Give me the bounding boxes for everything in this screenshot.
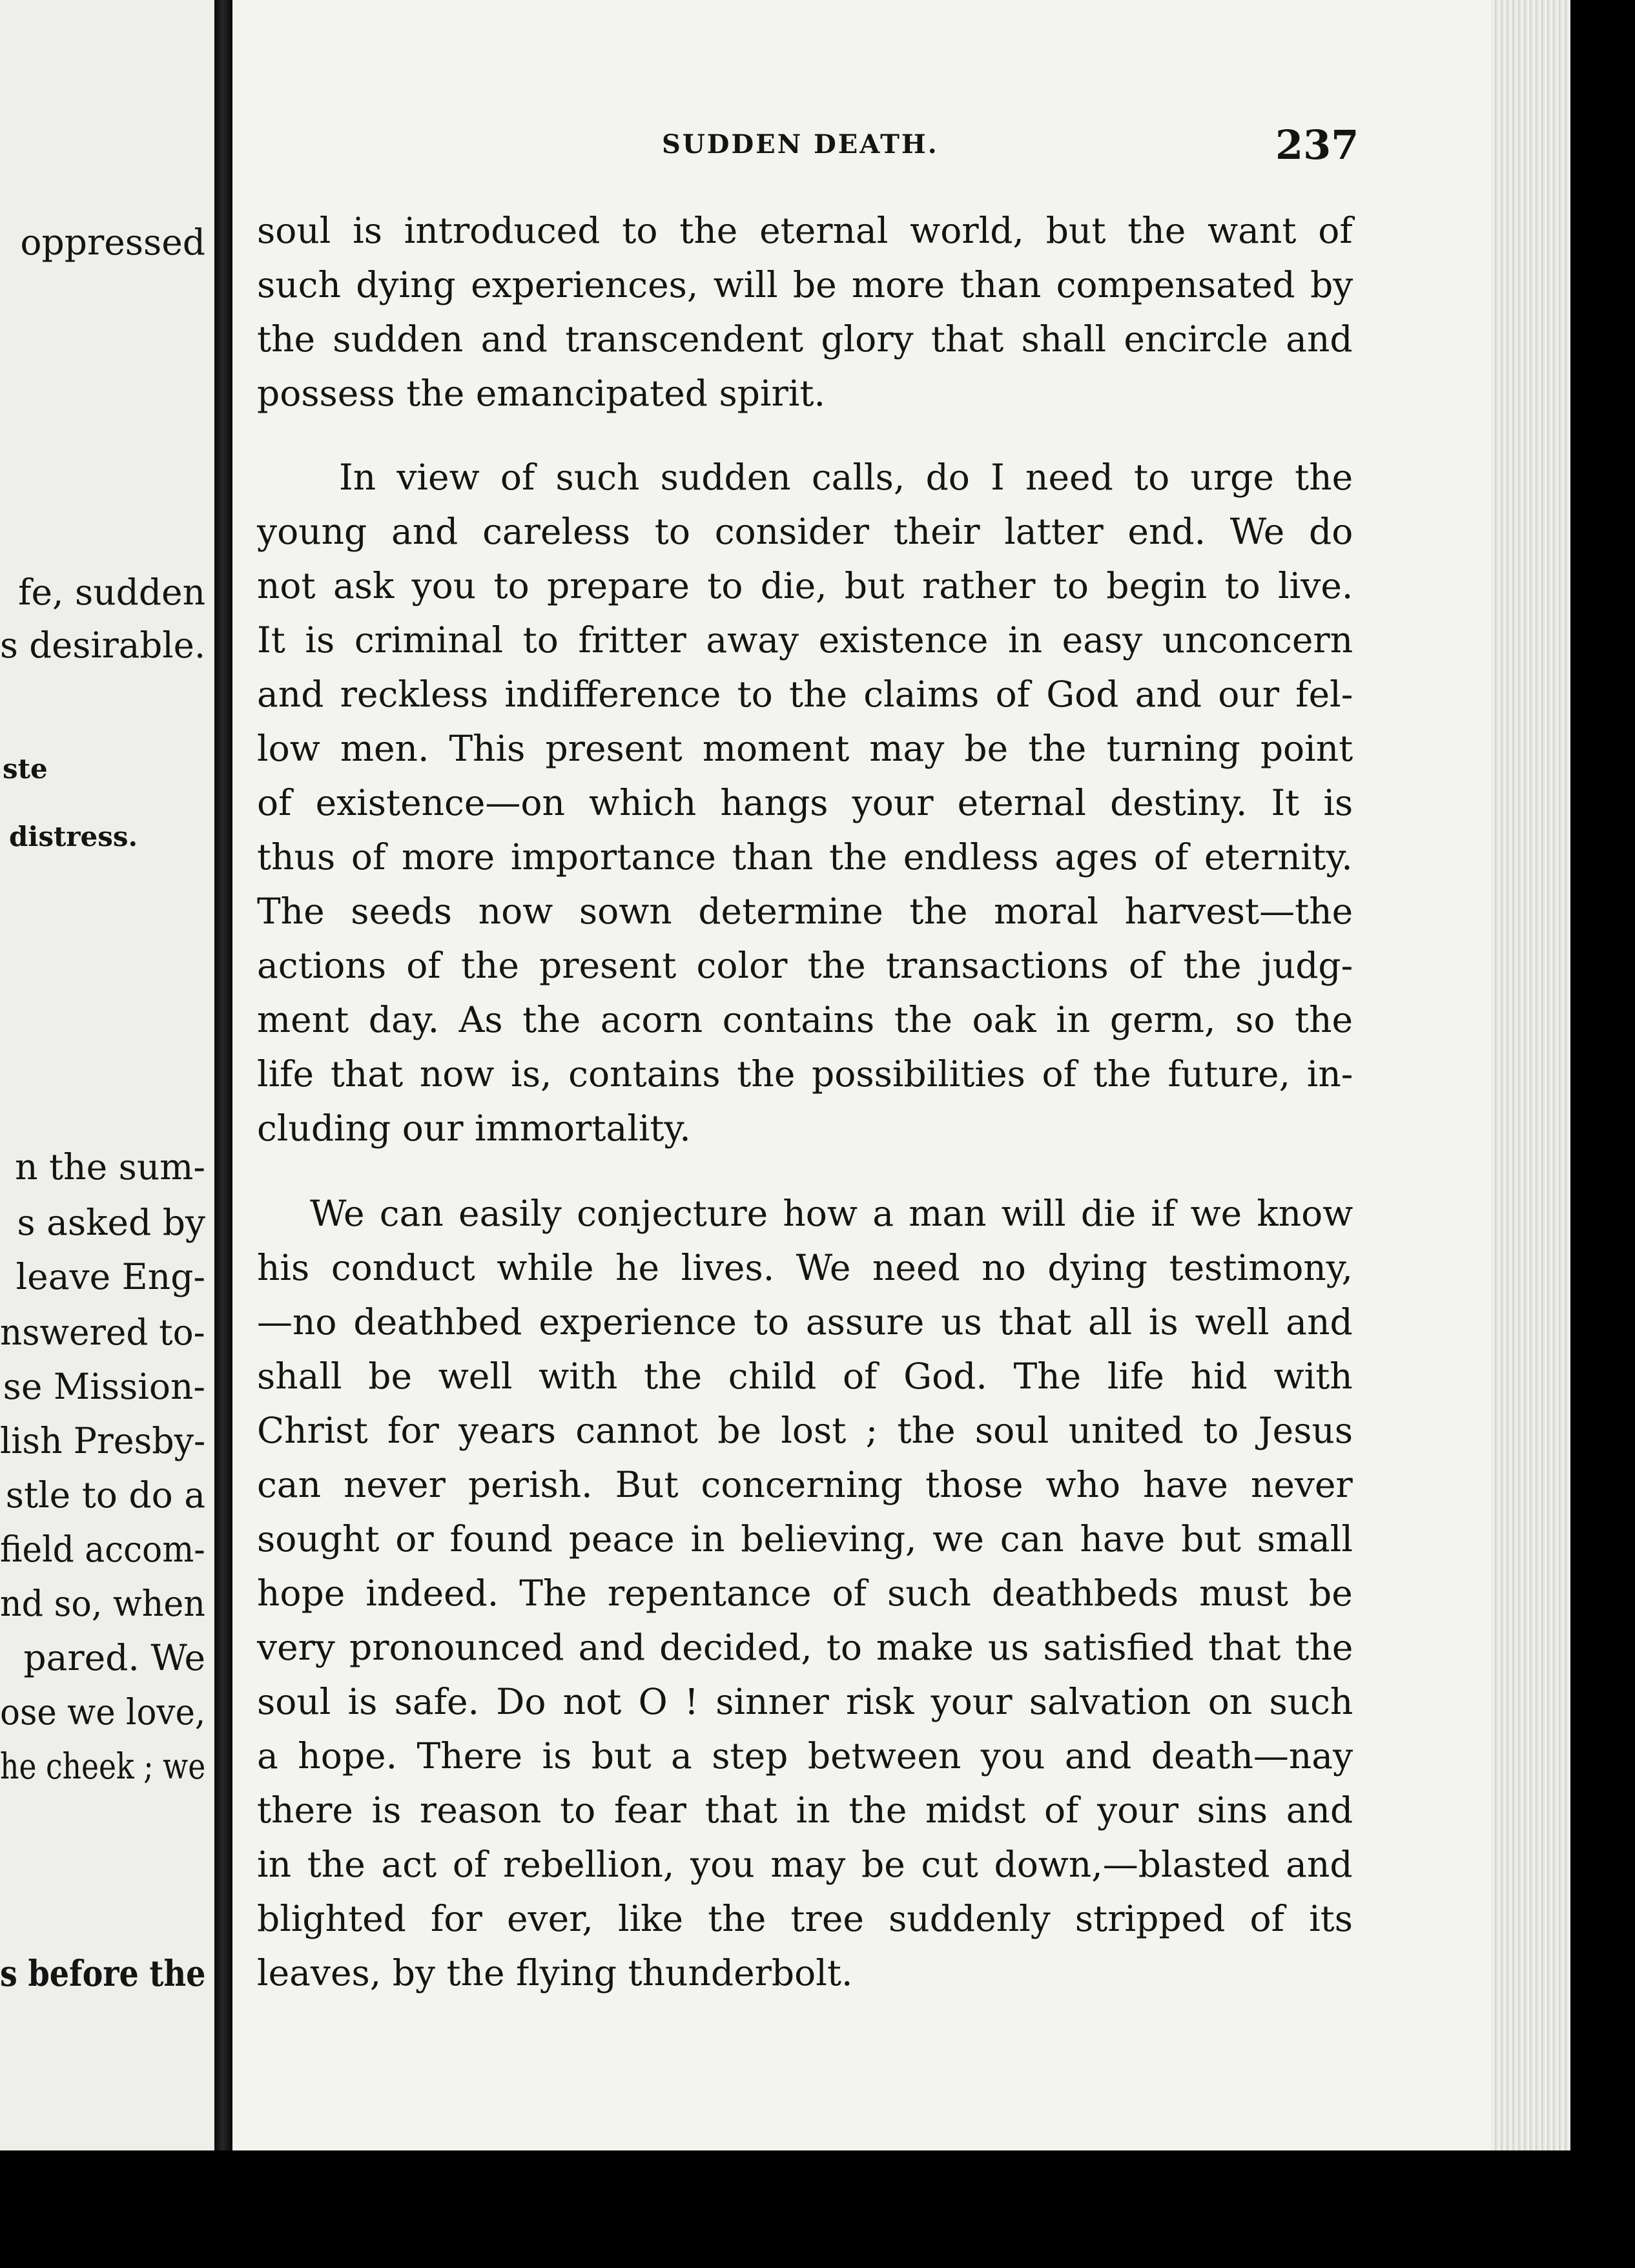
left-page-line: pared. We [23,1637,205,1678]
text-line: low men. This present moment may be the turning point [257,728,1353,769]
text-line: soul is safe. Do not O ! sinner risk your salvation on such [257,1681,1353,1722]
running-head: SUDDEN DEATH. [662,129,939,160]
left-page-line: se Mission- [3,1366,205,1407]
left-page-line: he cheek ; we [0,1746,205,1787]
left-page-line: ste [3,753,48,785]
text-line: a hope. There is but a step between you and death—nay [257,1735,1353,1777]
left-page-line: oppressed [20,222,205,263]
text-line: possess the emancipated spirit. [257,373,825,414]
text-line: young and careless to consider their latter end. We do [257,511,1353,552]
text-line: the sudden and transcendent glory that shall encircle and [257,318,1353,360]
left-page-line: nswered to- [0,1312,205,1353]
scan-background [1570,0,1635,2268]
left-page-line: field accom- [0,1529,205,1570]
text-line: thus of more importance than the endless ages of eternity. [257,836,1353,878]
text-line: shall be well with the child of God. The life hid with [257,1356,1353,1397]
text-line: hope indeed. The repentance of such deathbeds must be [257,1572,1353,1614]
left-page-line: fe, sudden [18,572,205,613]
text-line: and reckless indifference to the claims of God and our fel- [257,674,1353,715]
text-line: such dying experiences, will be more than compensated by [257,264,1353,305]
text-line: sought or found peace in believing, we can have but small [257,1518,1353,1560]
previous-page-fragment [0,0,214,2150]
left-page-line: stle to do a [5,1474,205,1516]
left-page-line: distress. [9,821,138,852]
text-line: In view of such sudden calls, do I need to urge the [339,457,1353,498]
book-gutter [214,0,232,2150]
text-line: very pronounced and decided, to make us satisfied that the [257,1627,1353,1668]
left-page-line: n the sum- [15,1146,205,1188]
text-line: life that now is, contains the possibilities of the future, in- [257,1053,1353,1095]
text-line: The seeds now sown determine the moral harvest—the [257,891,1353,932]
text-line: —no deathbed experience to assure us that all is well and [257,1301,1353,1343]
left-page-line: leave Eng- [15,1256,205,1297]
text-line: leaves, by the flying thunderbolt. [257,1952,853,1994]
text-line: ment day. As the acorn contains the oak in germ, so the [257,999,1353,1040]
text-line: soul is introduced to the eternal world, but the want of [257,210,1353,251]
text-line: actions of the present color the transactions of the judg- [257,945,1353,986]
left-page-line: ose we love, [0,1691,205,1733]
left-page-line: s desirable. [0,624,205,666]
text-line: It is criminal to fritter away existence in easy unconcern [257,619,1353,661]
left-page-line: s before the [0,1952,205,1994]
text-line: Christ for years cannot be lost ; the soul united to Jesus [257,1410,1353,1451]
text-line: can never perish. But concerning those who have never [257,1464,1353,1505]
text-line: not ask you to prepare to die, but rather to begin to live. [257,565,1353,606]
left-page-line: nd so, when [0,1583,205,1624]
scan-background [0,2150,1635,2268]
page-number: 237 [1275,121,1359,169]
text-line: his conduct while he lives. We need no dying testimony, [257,1247,1353,1288]
text-line: in the act of rebellion, you may be cut down,—blasted and [257,1844,1353,1885]
text-line: cluding our immortality. [257,1108,691,1149]
text-line: there is reason to fear that in the midst of your sins and [257,1789,1353,1831]
left-page-line: lish Presby- [0,1420,205,1461]
text-line: of existence—on which hangs your eternal destiny. It is [257,782,1353,823]
text-line: blighted for ever, like the tree suddenly stripped of its [257,1898,1353,1939]
left-page-line: s asked by [17,1202,205,1243]
page-edges [1492,0,1570,2150]
text-line: We can easily conjecture how a man will die if we know [310,1193,1353,1234]
